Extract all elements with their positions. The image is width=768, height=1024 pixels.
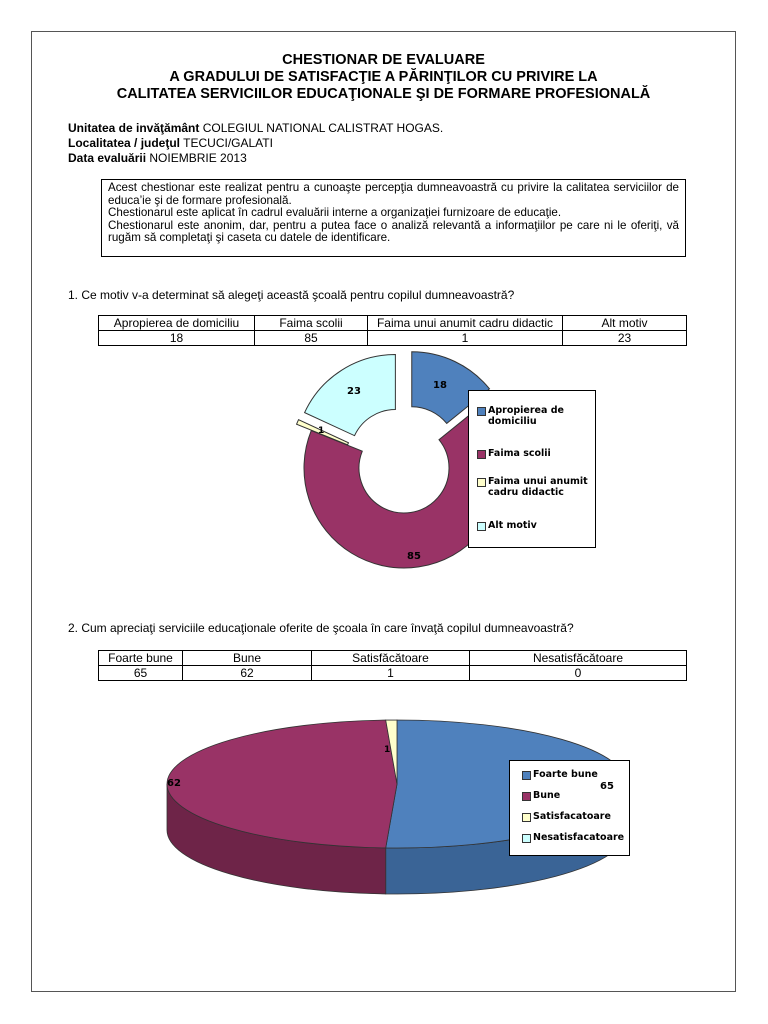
legend-label: Apropierea de domiciliu	[488, 405, 564, 427]
chart-1-data-label: 1	[318, 426, 325, 436]
legend-label: Alt motiv	[488, 520, 537, 531]
table-cell: 23	[563, 331, 687, 346]
intro-paragraph-3: Chestionarul este anonim, dar, pentru a putea face o analiză relevantă a informaţiilor pe care ni le oferiţi, vă rugăm să completaţi şi caseta cu datele de identificare.	[108, 218, 679, 244]
chart-1-data-label: 18	[433, 380, 447, 391]
legend-swatch-maroon	[522, 792, 531, 801]
legend-item	[522, 832, 624, 843]
title-line-2: A GRADULUI DE SATISFACŢIE A PĂRINŢILOR CU PRIVIRE LA	[169, 69, 598, 85]
intro-paragraph-1: Acest chestionar este realizat pentru a cunoaşte percepţia dumneavoastră cu privire la calitatea serviciilor de educa’ie şi de formare profesională.	[108, 181, 679, 207]
chart-2-data-label: 65	[600, 781, 614, 792]
legend-swatch-blue	[522, 771, 531, 780]
table-header-cell: Faima unui anumit cadru didactic	[368, 316, 563, 331]
locality-value: TECUCI/GALATI	[180, 136, 273, 150]
table-header-cell: Alt motiv	[563, 316, 687, 331]
legend-label: Faima unui anumit cadru didactic	[488, 476, 588, 498]
legend-item	[522, 811, 611, 822]
table-header-cell: Satisfăcătoare	[312, 651, 470, 666]
table-cell: 65	[99, 666, 183, 681]
legend-label: Bune	[533, 790, 561, 801]
legend-label: Faima scolii	[488, 448, 551, 459]
unit-value: COLEGIUL NATIONAL CALISTRAT HOGAS	[199, 121, 440, 135]
table-header-cell: Apropierea de domiciliu	[99, 316, 255, 331]
legend-label: Nesatisfacatoare	[533, 832, 625, 843]
legend-item	[522, 769, 598, 780]
legend-swatch-cyan	[522, 834, 531, 843]
date-label: Data evaluării	[68, 151, 147, 165]
legend-label: Satisfacatoare	[533, 811, 611, 822]
table-cell: 0	[470, 666, 687, 681]
legend-label: Foarte bune	[533, 769, 598, 780]
locality-label: Localitatea / judeţul	[68, 136, 181, 150]
table-header-cell: Bune	[183, 651, 312, 666]
legend-swatch-cream	[522, 813, 531, 822]
question-2-text: 2. Cum apreciaţi serviciile educaţionale oferite de şcoala în care învaţă copilul dumneavoastră?	[68, 621, 574, 635]
unit-label: Unitatea de invăţământ	[68, 121, 200, 135]
date-value: NOIEMBRIE 2013	[146, 151, 247, 165]
chart-1-data-label: 23	[347, 386, 361, 397]
table-header-cell: Foarte bune	[99, 651, 183, 666]
chart-2-data-label: 1	[384, 745, 391, 755]
question-1-text: 1. Ce motiv v-a determinat să alegeţi această şcoală pentru copilul dumneavoastră?	[68, 288, 515, 302]
table-cell: 1	[312, 666, 470, 681]
intro-paragraph-2: Chestionarul este aplicat în cadrul evaluării interne a organizaţiei furnizoare de educaţie.	[108, 206, 562, 219]
table-header-cell: Faima scolii	[255, 316, 368, 331]
table-cell: 1	[368, 331, 563, 346]
table-cell: 18	[99, 331, 255, 346]
title-line-3: CALITATEA SERVICIILOR EDUCAŢIONALE ŞI DE FORMARE PROFESIONALĂ	[116, 86, 651, 102]
table-cell: 62	[183, 666, 312, 681]
table-header-cell: Nesatisfăcătoare	[470, 651, 687, 666]
legend-item	[522, 790, 560, 801]
chart-2-data-label: 62	[167, 778, 181, 789]
chart-2-legend	[509, 760, 630, 856]
table-cell: 85	[255, 331, 368, 346]
title-line-1: CHESTIONAR DE EVALUARE	[282, 52, 485, 68]
unit-suffix: .	[439, 121, 444, 135]
chart-1-data-label: 85	[407, 551, 421, 562]
